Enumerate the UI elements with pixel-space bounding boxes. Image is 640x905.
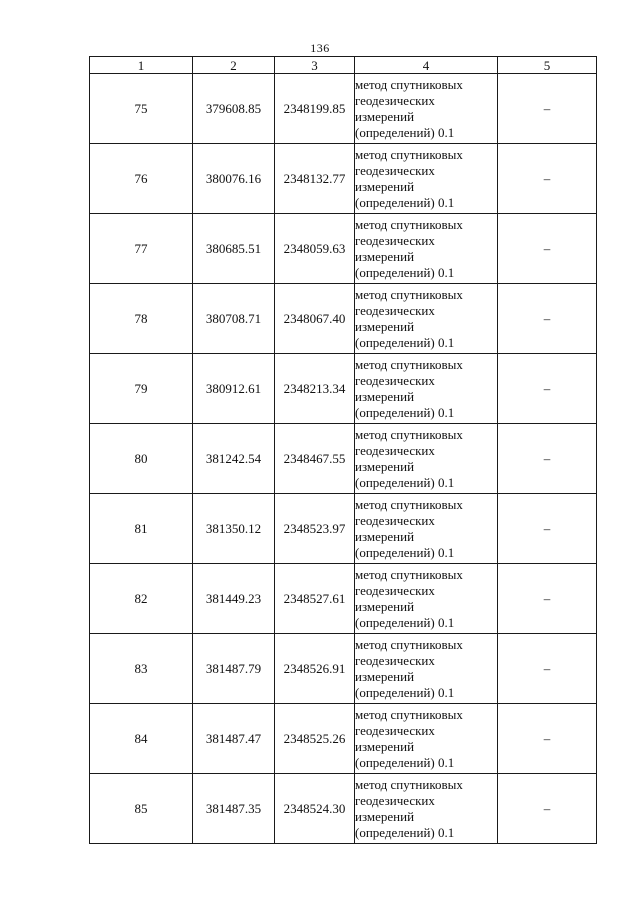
table-row bbox=[90, 494, 597, 564]
method-line: метод спутниковых bbox=[355, 706, 463, 722]
method-cell bbox=[355, 214, 498, 284]
note-cell: – bbox=[498, 564, 597, 634]
method-line: геодезических bbox=[355, 302, 435, 318]
table-row bbox=[90, 214, 597, 284]
note-cell: – bbox=[498, 634, 597, 704]
y-coordinate-cell: 2348213.34 bbox=[275, 354, 355, 424]
header-col-5: 5 bbox=[498, 57, 597, 74]
header-col-1: 1 bbox=[90, 57, 193, 74]
method-line: измерений bbox=[355, 528, 415, 544]
y-coordinate-cell: 2348467.55 bbox=[275, 424, 355, 494]
table-row bbox=[90, 284, 597, 354]
method-cell bbox=[355, 494, 498, 564]
method-line: метод спутниковых bbox=[355, 146, 463, 162]
method-line: геодезических bbox=[355, 722, 435, 738]
method-cell bbox=[355, 774, 498, 844]
method-line: измерений bbox=[355, 598, 415, 614]
header-col-3: 3 bbox=[275, 57, 355, 74]
method-line: измерений bbox=[355, 178, 415, 194]
y-coordinate-cell: 2348059.63 bbox=[275, 214, 355, 284]
point-number-cell: 75 bbox=[90, 74, 193, 144]
x-coordinate-cell: 381487.79 bbox=[193, 634, 275, 704]
note-cell: – bbox=[498, 494, 597, 564]
x-coordinate-cell: 380708.71 bbox=[193, 284, 275, 354]
method-cell bbox=[355, 144, 498, 214]
method-line: измерений bbox=[355, 458, 415, 474]
method-line: метод спутниковых bbox=[355, 286, 463, 302]
y-coordinate-cell: 2348526.91 bbox=[275, 634, 355, 704]
method-line: измерений bbox=[355, 318, 415, 334]
method-line: измерений bbox=[355, 808, 415, 824]
method-line: геодезических bbox=[355, 652, 435, 668]
method-line: геодезических bbox=[355, 232, 435, 248]
method-line: измерений bbox=[355, 668, 415, 684]
point-number-cell: 79 bbox=[90, 354, 193, 424]
method-cell bbox=[355, 424, 498, 494]
header-col-4: 4 bbox=[355, 57, 498, 74]
method-line: метод спутниковых bbox=[355, 566, 463, 582]
method-line: (определений) 0.1 bbox=[355, 404, 455, 420]
method-line: метод спутниковых bbox=[355, 76, 463, 92]
method-line: метод спутниковых bbox=[355, 776, 463, 792]
x-coordinate-cell: 381242.54 bbox=[193, 424, 275, 494]
table-row bbox=[90, 704, 597, 774]
method-line: (определений) 0.1 bbox=[355, 544, 455, 560]
table-header-row bbox=[90, 57, 597, 74]
x-coordinate-cell: 379608.85 bbox=[193, 74, 275, 144]
note-cell: – bbox=[498, 354, 597, 424]
point-number-cell: 80 bbox=[90, 424, 193, 494]
table-row bbox=[90, 634, 597, 704]
table-row bbox=[90, 354, 597, 424]
method-cell bbox=[355, 284, 498, 354]
table-row bbox=[90, 774, 597, 844]
y-coordinate-cell: 2348523.97 bbox=[275, 494, 355, 564]
method-cell bbox=[355, 704, 498, 774]
y-coordinate-cell: 2348527.61 bbox=[275, 564, 355, 634]
method-line: (определений) 0.1 bbox=[355, 194, 455, 210]
x-coordinate-cell: 380685.51 bbox=[193, 214, 275, 284]
point-number-cell: 78 bbox=[90, 284, 193, 354]
method-line: измерений bbox=[355, 108, 415, 124]
table-row bbox=[90, 424, 597, 494]
point-number-cell: 77 bbox=[90, 214, 193, 284]
method-line: геодезических bbox=[355, 582, 435, 598]
point-number-cell: 81 bbox=[90, 494, 193, 564]
method-line: (определений) 0.1 bbox=[355, 614, 455, 630]
method-line: измерений bbox=[355, 738, 415, 754]
x-coordinate-cell: 381487.47 bbox=[193, 704, 275, 774]
x-coordinate-cell: 380076.16 bbox=[193, 144, 275, 214]
note-cell: – bbox=[498, 284, 597, 354]
method-line: метод спутниковых bbox=[355, 496, 463, 512]
note-cell: – bbox=[498, 704, 597, 774]
method-line: (определений) 0.1 bbox=[355, 334, 455, 350]
point-number-cell: 83 bbox=[90, 634, 193, 704]
header-col-2: 2 bbox=[193, 57, 275, 74]
method-line: метод спутниковых bbox=[355, 636, 463, 652]
point-number-cell: 82 bbox=[90, 564, 193, 634]
table-body bbox=[90, 74, 597, 844]
method-line: измерений bbox=[355, 248, 415, 264]
page-number: 136 bbox=[310, 41, 330, 55]
method-line: измерений bbox=[355, 388, 415, 404]
method-line: (определений) 0.1 bbox=[355, 474, 455, 490]
y-coordinate-cell: 2348067.40 bbox=[275, 284, 355, 354]
method-line: (определений) 0.1 bbox=[355, 684, 455, 700]
method-line: метод спутниковых bbox=[355, 426, 463, 442]
x-coordinate-cell: 381487.35 bbox=[193, 774, 275, 844]
coordinates-table bbox=[89, 56, 597, 844]
table-row bbox=[90, 144, 597, 214]
point-number-cell: 76 bbox=[90, 144, 193, 214]
method-cell bbox=[355, 354, 498, 424]
table-row bbox=[90, 564, 597, 634]
method-line: геодезических bbox=[355, 372, 435, 388]
method-line: геодезических bbox=[355, 162, 435, 178]
note-cell: – bbox=[498, 424, 597, 494]
y-coordinate-cell: 2348132.77 bbox=[275, 144, 355, 214]
point-number-cell: 85 bbox=[90, 774, 193, 844]
method-line: (определений) 0.1 bbox=[355, 124, 455, 140]
note-cell: – bbox=[498, 774, 597, 844]
table-row bbox=[90, 74, 597, 144]
method-cell bbox=[355, 74, 498, 144]
x-coordinate-cell: 381350.12 bbox=[193, 494, 275, 564]
method-line: геодезических bbox=[355, 442, 435, 458]
note-cell: – bbox=[498, 144, 597, 214]
x-coordinate-cell: 380912.61 bbox=[193, 354, 275, 424]
method-line: (определений) 0.1 bbox=[355, 754, 455, 770]
method-cell bbox=[355, 634, 498, 704]
method-cell bbox=[355, 564, 498, 634]
x-coordinate-cell: 381449.23 bbox=[193, 564, 275, 634]
method-line: геодезических bbox=[355, 92, 435, 108]
method-line: метод спутниковых bbox=[355, 216, 463, 232]
method-line: (определений) 0.1 bbox=[355, 824, 455, 840]
method-line: (определений) 0.1 bbox=[355, 264, 455, 280]
y-coordinate-cell: 2348525.26 bbox=[275, 704, 355, 774]
note-cell: – bbox=[498, 74, 597, 144]
note-cell: – bbox=[498, 214, 597, 284]
method-line: геодезических bbox=[355, 792, 435, 808]
y-coordinate-cell: 2348524.30 bbox=[275, 774, 355, 844]
method-line: метод спутниковых bbox=[355, 356, 463, 372]
method-line: геодезических bbox=[355, 512, 435, 528]
y-coordinate-cell: 2348199.85 bbox=[275, 74, 355, 144]
point-number-cell: 84 bbox=[90, 704, 193, 774]
